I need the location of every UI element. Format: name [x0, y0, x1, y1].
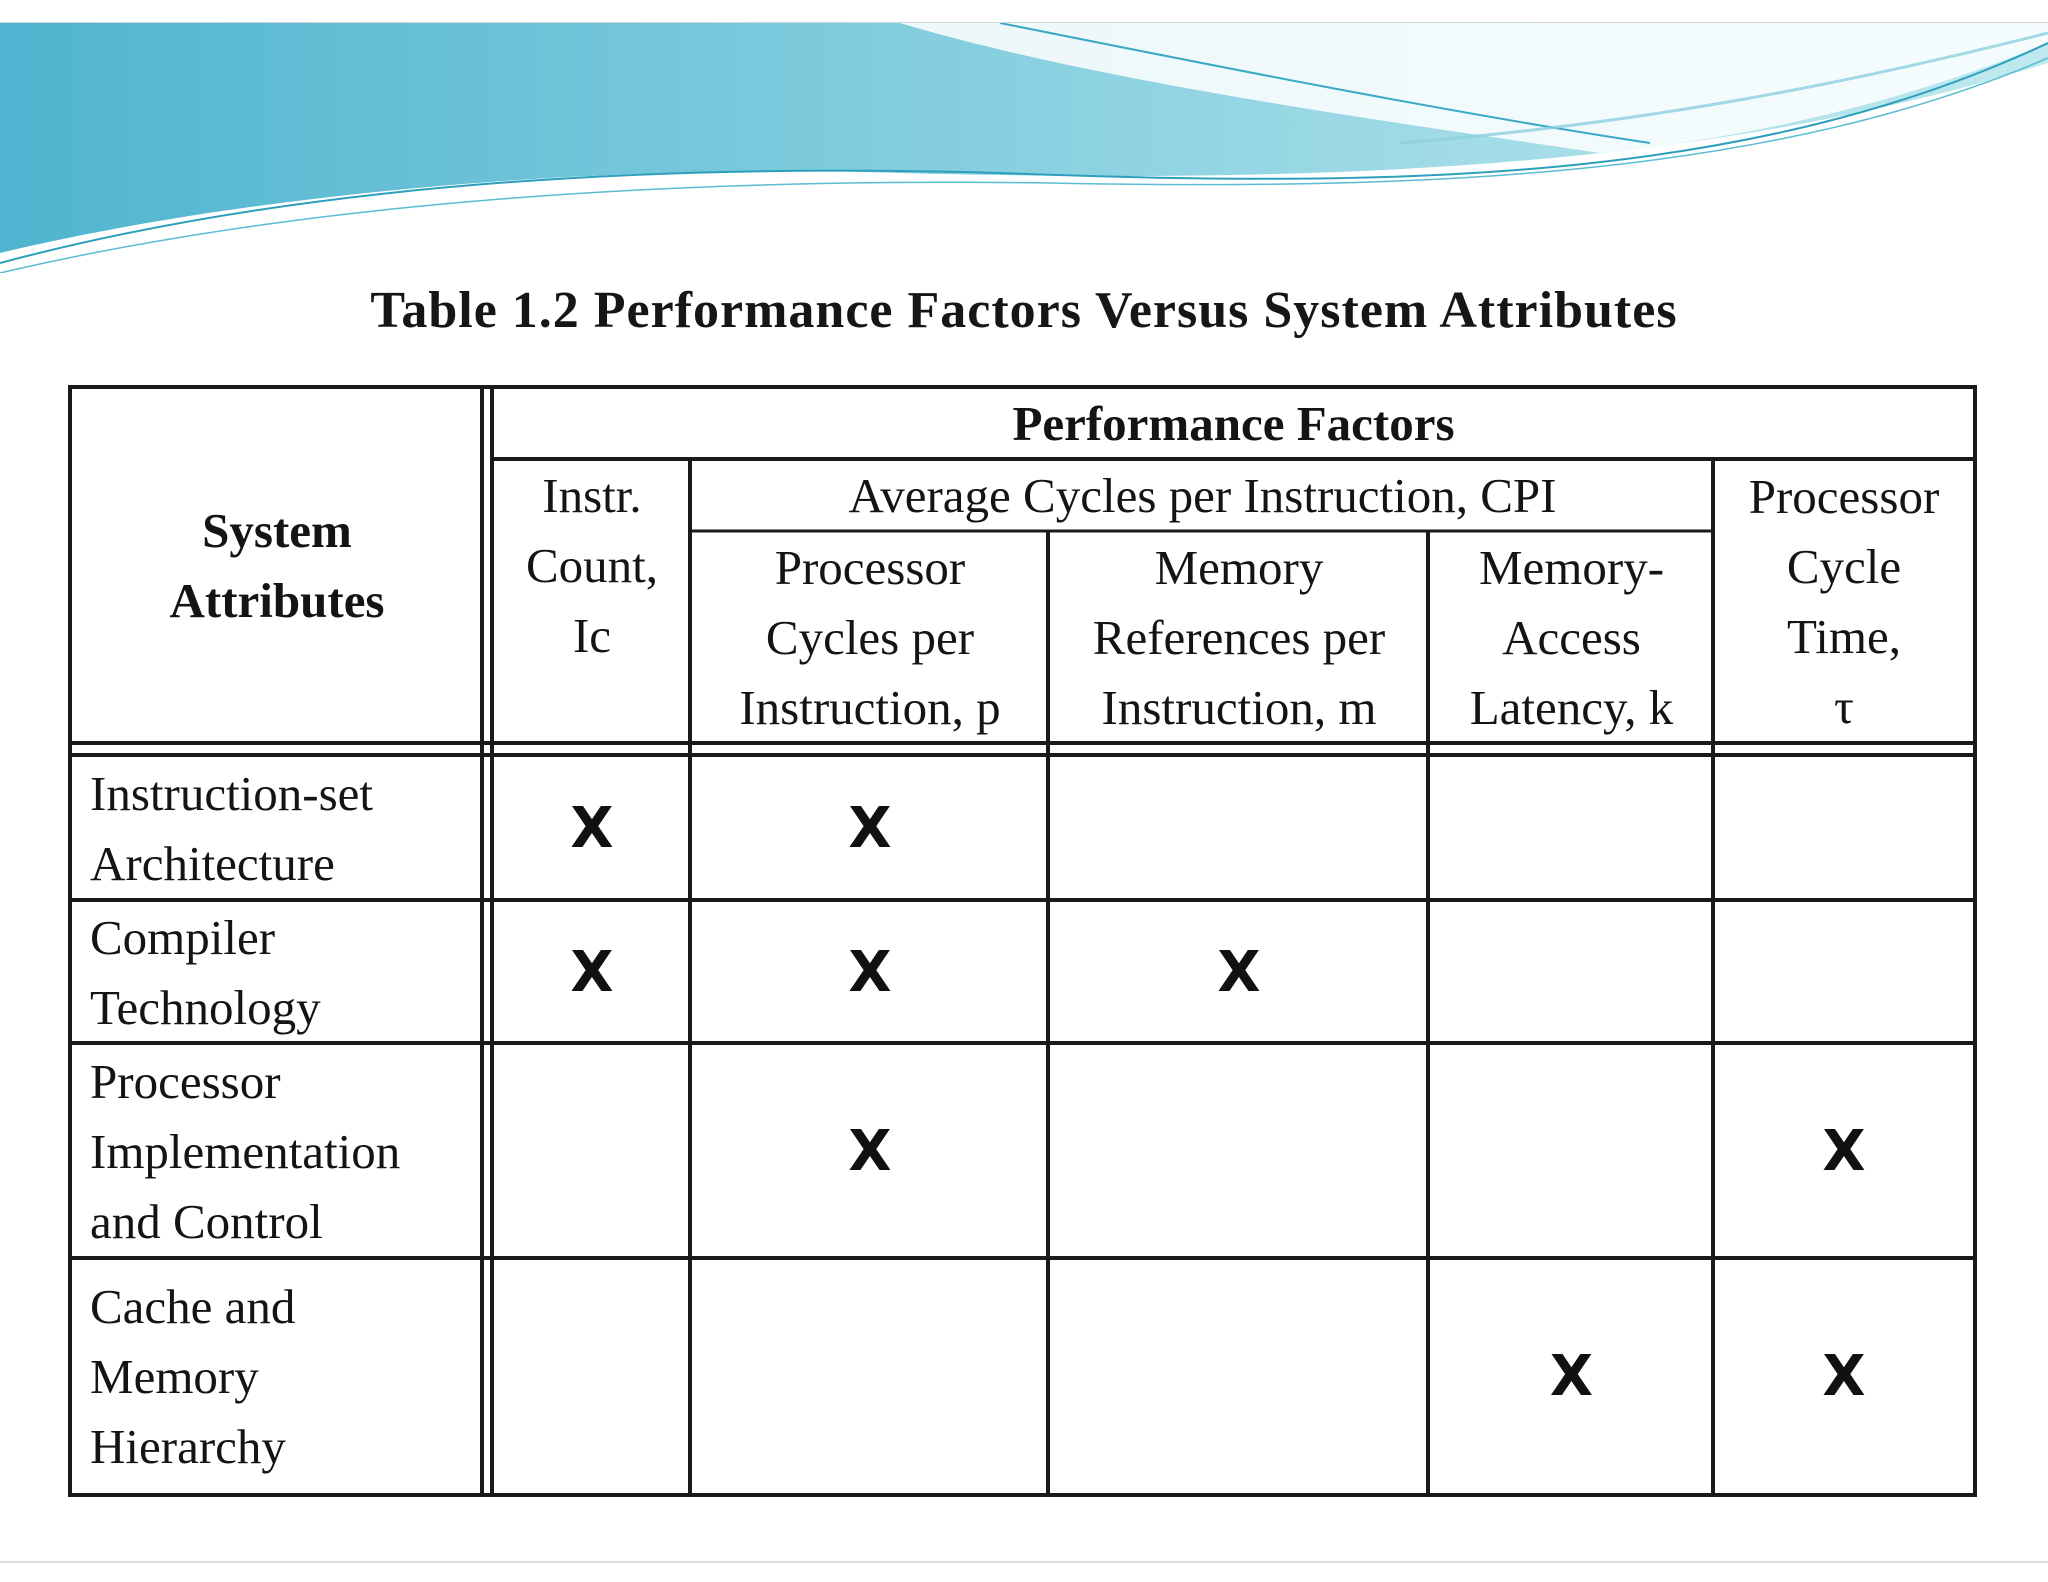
table-cell-mark: [1050, 757, 1428, 900]
table-cell-mark: X: [1822, 1344, 1866, 1409]
table-cell-mark: [1430, 1045, 1713, 1258]
header-performance-factors: Performance Factors: [1012, 396, 1455, 451]
header-instr-count: Instr. Count, Ic: [525, 468, 659, 663]
table-cell-mark: X: [848, 1119, 892, 1184]
header-processor-cycles: Processor Cycles per Instruction, p: [739, 540, 1001, 735]
row-label-compiler: Compiler Technology: [90, 909, 321, 1035]
table-cell-mark: [692, 1260, 1048, 1493]
table-cell-mark: X: [570, 796, 614, 861]
slide: [0, 22, 2048, 1563]
header-memory-references: Memory References per Instruction, m: [1092, 540, 1386, 735]
table-cell-mark: X: [570, 940, 614, 1005]
table-cell-mark: [494, 1045, 690, 1258]
table-cell-mark: X: [848, 940, 892, 1005]
table-cell-mark: [1715, 757, 1973, 900]
table-cell-mark: [1430, 757, 1713, 900]
table-cell-mark: X: [1217, 940, 1261, 1005]
header-cycle-time: Processor Cycle Time, τ: [1748, 469, 1940, 734]
header-system-attributes: System Attributes: [169, 503, 385, 628]
table-cell-mark: X: [848, 796, 892, 861]
table-cell-mark: [1430, 902, 1713, 1043]
row-label-cache-memory: Cache and Memory Hierarchy: [90, 1278, 296, 1474]
table-cell-mark: [1050, 1260, 1428, 1493]
table-cell-mark: [1715, 902, 1973, 1043]
table-cell-mark: X: [1822, 1119, 1866, 1184]
header-memory-latency: Memory- Access Latency, k: [1469, 540, 1674, 735]
table-title: Table 1.2 Performance Factors Versus System Attributes: [370, 282, 1678, 339]
table-cell-mark: X: [1549, 1344, 1594, 1409]
header-average-cpi: Average Cycles per Instruction, CPI: [848, 468, 1557, 523]
row-label-processor-implementation: Processor Implementation and Control: [90, 1053, 401, 1249]
table-cell-mark: [494, 1260, 690, 1493]
table-cell-mark: [1050, 1045, 1428, 1258]
row-label-instruction-set: Instruction-set Architecture: [90, 765, 374, 891]
